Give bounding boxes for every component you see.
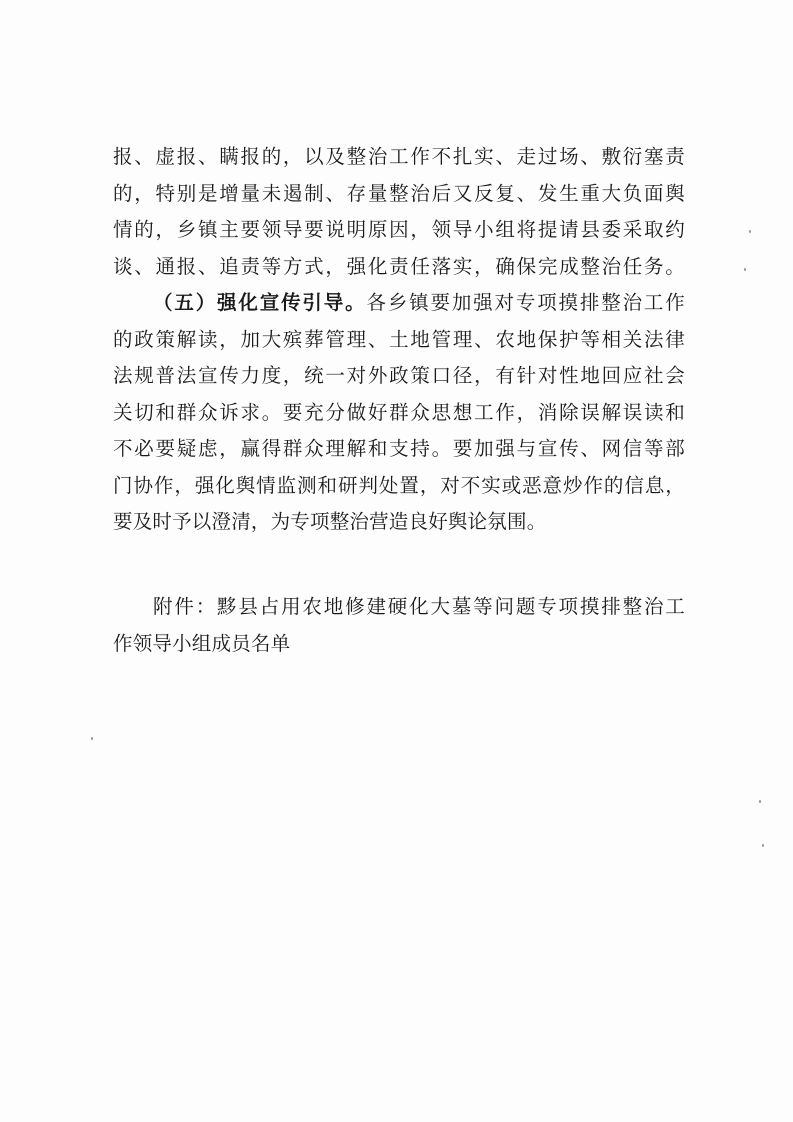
text-line: 不必要疑虑，赢得群众理解和支持。要加强与宣传、网信等部 (113, 437, 685, 460)
section-five-first-line (113, 285, 685, 322)
scan-speck (759, 800, 761, 803)
text-line: 情的，乡镇主要领导要说明原因，领导小组将提请县委采取约 (113, 218, 685, 241)
text-line: 报、虚报、瞒报的，以及整治工作不扎实、走过场、敷衍塞责 (113, 145, 685, 168)
text-line: 的政策解读，加大殡葬管理、土地管理、农地保护等相关法律 (113, 327, 685, 351)
scan-speck (744, 268, 746, 271)
section-five-first-line-text: 各乡镇要加强对专项摸排整治工作 (366, 291, 685, 314)
scan-speck (749, 230, 751, 233)
text-line: 谈、通报、追责等方式，强化责任落实，确保完成整治任务。 (113, 254, 685, 278)
text-line: 关切和群众诉求。要充分做好群众思想工作，消除误解误读和 (113, 400, 685, 424)
text-line: 法规普法宣传力度，统一对外政策口径，有针对性地回应社会 (113, 364, 685, 387)
scan-speck (91, 737, 93, 740)
attachment-note (113, 589, 685, 662)
text-line: 要及时予以澄清，为专项整治营造良好舆论氛围。 (113, 510, 547, 533)
text-line: 的，特别是增量未遏制、存量整治后又反复、发生重大负面舆 (113, 181, 685, 205)
attachment-line-1: 附件：黟县占用农地修建硬化大墓等问题专项摸排整治工 (153, 595, 685, 618)
attachment-line-2: 作领导小组成员名单 (113, 631, 291, 655)
body-text (113, 139, 685, 541)
scan-speck (762, 844, 764, 847)
section-five-heading: （五）强化宣传引导。 (153, 291, 367, 314)
text-line: 门协作，强化舆情监测和研判处置，对不实或恶意炒作的信息， (113, 473, 685, 497)
